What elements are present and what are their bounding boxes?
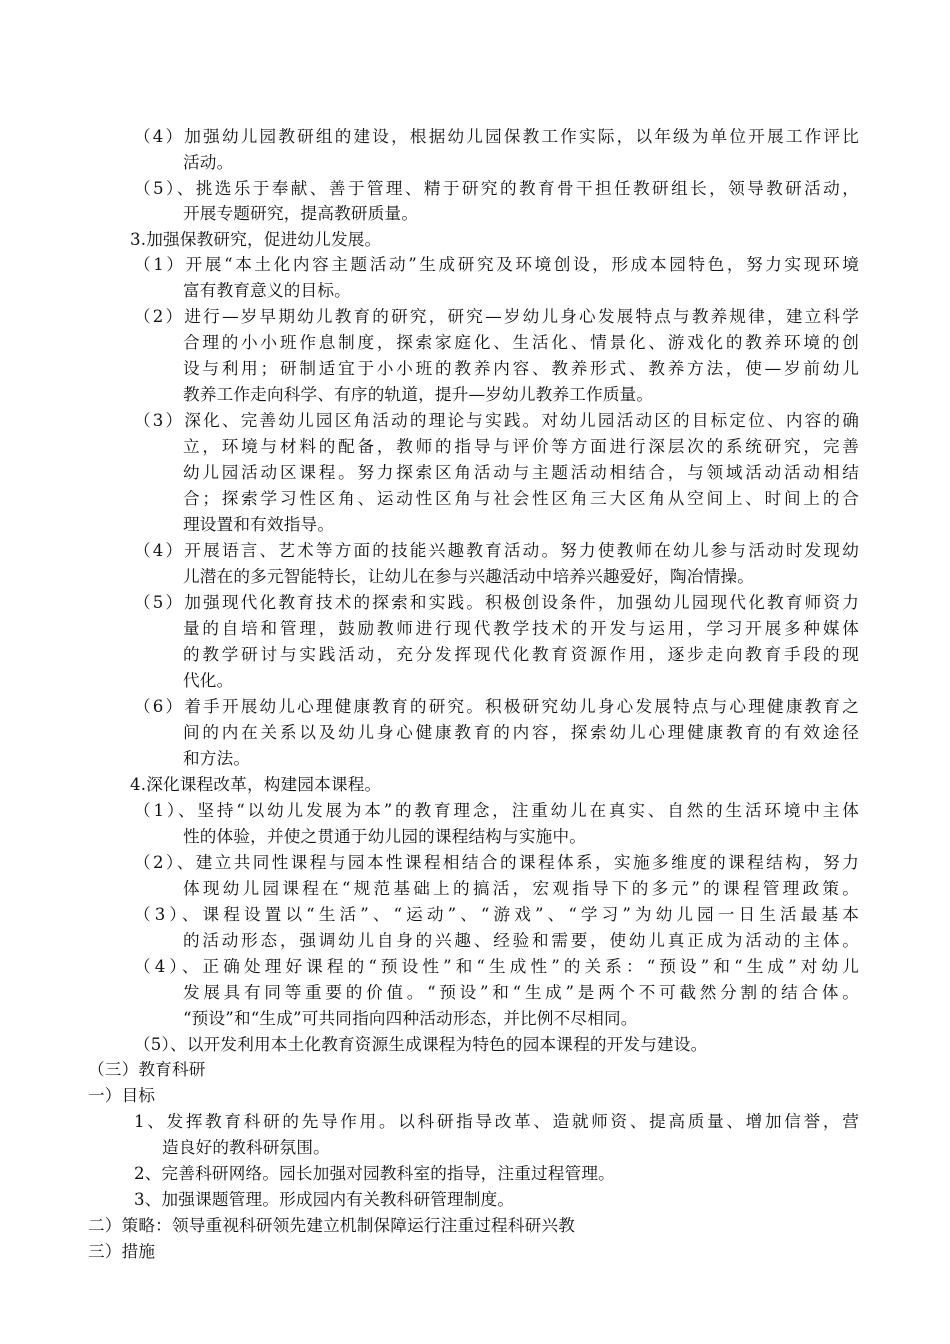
text-line: 教养工作走向科学、有序的轨道，提升—岁幼儿教养工作质量。 [183, 385, 654, 404]
text-line: （4）、正确处理好课程的“预设性”和“生成性”的关系：“预设”和“生成”对幼儿 [134, 957, 859, 976]
text-line: 的教学研讨与实践活动，充分发挥现代化教育资源作用，逐步走向教育手段的现 [183, 645, 859, 664]
text-line: （3）、课程设置以“生活”、“运动”、“游戏”、“学习”为幼儿园一日生活最基本 [134, 905, 859, 924]
text-line: 体现幼儿园课程在“规范基础上的搞活，宏观指导下的多元”的课程管理政策。 [183, 879, 859, 898]
text-line: 合；探索学习性区角、运动性区角与社会性区角三大区角从空间上、时间上的合 [183, 489, 859, 508]
text-line: 量的自培和管理，鼓励教师进行现代教学技术的开发与运用，学习开展多种媒体 [183, 619, 859, 638]
text-line: 代化。 [183, 671, 234, 690]
text-line: 开展专题研究，提高教研质量。 [183, 204, 419, 223]
text-line: 儿潜在的多元智能特长，让幼儿在参与兴趣活动中培养兴趣爱好，陶冶情操。 [183, 567, 754, 586]
text-line: 和方法。 [183, 749, 251, 768]
text-line: “预设”和“生成”可共同指向四种活动形态，并比例不尽相同。 [183, 1009, 638, 1028]
section-heading: （三）教育科研 [88, 1060, 206, 1079]
text-line: （3）深化、完善幼儿园区角活动的理论与实践。对幼儿园活动区的目标定位、内容的确 [134, 411, 859, 430]
text-line: 性的体验，并使之贯通于幼儿园的课程结构与实施中。 [183, 827, 587, 846]
section-heading: 3.加强保教研究，促进幼儿发展。 [130, 230, 382, 249]
text-line: （5）、挑选乐于奉献、善于管理、精于研究的教育骨干担任教研组长，领导教研活动， [134, 179, 859, 198]
text-line: 理设置和有效指导。 [183, 515, 335, 534]
section-heading: 二）策略：领导重视科研领先建立机制保障运行注重过程科研兴教 [88, 1216, 576, 1235]
text-line: （2）、建立共同性课程与园本性课程相结合的课程体系，实施多维度的课程结构，努力 [134, 853, 859, 872]
section-heading: 4.深化课程改革，构建园本课程。 [130, 775, 382, 794]
text-line: 立，环境与材料的配备，教师的指导与评价等方面进行深层次的系统研究，完善 [183, 437, 859, 456]
text-line: 造良好的教科研氛围。 [162, 1138, 330, 1157]
text-line: 合理的小小班作息制度，探索家庭化、生活化、情景化、游戏化的教养环境的创 [183, 333, 859, 352]
text-line: 3、加强课题管理。形成园内有关教科研管理制度。 [134, 1190, 515, 1209]
text-line: 的活动形态，强调幼儿自身的兴趣、经验和需要，使幼儿真正成为活动的主体。 [183, 931, 859, 950]
text-line: （1）开展“本土化内容主题活动”生成研究及环境创设，形成本园特色，努力实现环境 [134, 255, 859, 274]
text-line: 发展具有同等重要的价值。“预设”和“生成”是两个不可截然分割的结合体。 [183, 983, 859, 1002]
text-line: 2、完善科研网络。园长加强对园教科室的指导，注重过程管理。 [134, 1164, 615, 1183]
text-line: （4）加强幼儿园教研组的建设，根据幼儿园保教工作实际，以年级为单位开展工作评比 [134, 127, 859, 146]
text-line: （5）加强现代化教育技术的探索和实践。积极创设条件，加强幼儿园现代化教育师资力 [134, 593, 859, 612]
text-line: （5）、以开发利用本土化教育资源生成课程为特色的园本课程的开发与建设。 [134, 1035, 708, 1054]
text-line: （4）开展语言、艺术等方面的技能兴趣教育活动。努力使教师在幼儿参与活动时发现幼 [134, 541, 859, 560]
text-line: （6）着手开展幼儿心理健康教育的研究。积极研究幼儿身心发展特点与心理健康教育之 [134, 697, 859, 716]
text-line: 间的内在关系以及幼儿身心健康教育的内容，探索幼儿心理健康教育的有效途径 [183, 723, 859, 742]
text-line: 幼儿园活动区课程。努力探索区角活动与主题活动相结合，与领域活动活动相结 [183, 463, 859, 482]
section-heading: 三）措施 [88, 1242, 156, 1261]
text-line: 活动。 [183, 153, 234, 172]
text-line: 1、发挥教育科研的先导作用。以科研指导改革、造就师资、提高质量、增加信誉，营 [134, 1112, 859, 1131]
text-line: （1）、坚持“以幼儿发展为本”的教育理念，注重幼儿在真实、自然的生活环境中主体 [134, 801, 859, 820]
text-line: （2）进行—岁早期幼儿教育的研究，研究—岁幼儿身心发展特点与教养规律，建立科学 [134, 307, 859, 326]
text-line: 富有教育意义的目标。 [183, 281, 351, 300]
text-line: 设与利用；研制适宜于小小班的教养内容、教养形式、教养方法，使—岁前幼儿 [183, 359, 859, 378]
section-heading: 一）目标 [88, 1086, 156, 1105]
